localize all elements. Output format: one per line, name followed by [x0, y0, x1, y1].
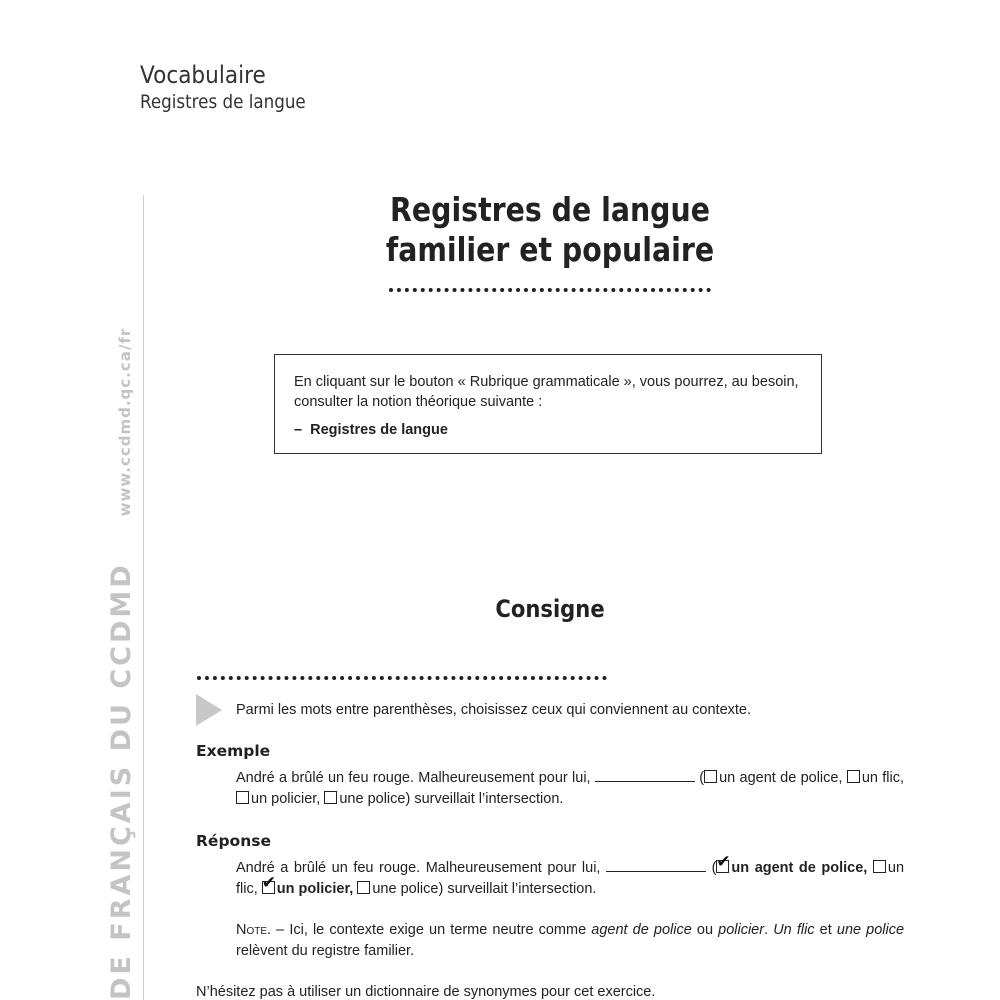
checkbox-icon [847, 770, 860, 783]
note-term: Un flic [773, 922, 815, 938]
exemple-paragraph [236, 768, 904, 810]
margin-rule [143, 195, 144, 1000]
option-label: une police) [339, 791, 411, 807]
note-term: policier [718, 922, 765, 938]
play-arrow-icon [196, 694, 222, 726]
notice-item-label: Registres de langue [310, 422, 448, 438]
title-dotted-rule [389, 288, 711, 292]
checked-checkbox-icon [261, 873, 277, 894]
notice-item [294, 422, 803, 438]
consigne-heading: Consigne [495, 595, 605, 623]
open-paren: ( [711, 860, 717, 876]
answer-blank [595, 769, 695, 782]
reponse-text-end: surveillait l’intersection. [447, 881, 597, 897]
footer-hint: N’hésitez pas à utiliser un dictionnaire de synonymes pour cet exercice. [196, 984, 656, 1000]
option-label-selected: un agent de police, [731, 860, 868, 876]
option-label-selected: un policier, [276, 881, 354, 897]
section-subtitle: Registres de langue [140, 91, 306, 113]
checkbox-icon [873, 860, 886, 873]
checkbox-icon [236, 791, 249, 804]
section-title: Vocabulaire [140, 61, 266, 89]
option-label: un policier, [251, 791, 321, 807]
exemple-label: Exemple [196, 742, 271, 760]
note-prefix: Note [236, 922, 268, 938]
notice-intro: En cliquant sur le bouton « Rubrique grammaticale », vous pourrez, au besoin, consulter la notion théorique suivante : [294, 374, 799, 410]
note-term: une police [836, 922, 905, 938]
notice-box [274, 354, 822, 454]
reponse-paragraph [236, 852, 905, 900]
consigne-dotted-rule [197, 676, 607, 680]
checkbox-icon [357, 881, 370, 894]
reponse-text: André a brûlé un feu rouge. Malheureusement pour lui, [236, 860, 601, 876]
note-paragraph [236, 920, 904, 962]
note-text: . [764, 922, 769, 938]
instruction-text: Parmi les mots entre parenthèses, choisissez ceux qui conviennent au contexte. [236, 702, 752, 718]
note-text: . – Ici, le contexte exige un terme neutre comme [267, 922, 587, 938]
note-text: et [819, 922, 832, 938]
page-header [140, 60, 328, 114]
exemple-text-end: surveillait l’intersection. [414, 791, 564, 807]
answer-blank [606, 859, 706, 872]
option-label: un flic, [236, 860, 905, 897]
title-line-2: familier et populaire [385, 230, 715, 269]
reponse-label: Réponse [196, 832, 271, 850]
notice-item-dash: – [294, 422, 303, 438]
option-label: une police) [372, 881, 444, 897]
note-term: agent de police [591, 922, 692, 938]
note-text: ou [696, 922, 714, 938]
sidebar-watermark [106, 328, 137, 1000]
check-mark-icon: ✔ [716, 852, 731, 871]
sidebar-text: DE FRANÇAIS DU CCDMD [106, 562, 137, 1000]
checkbox-icon [324, 791, 337, 804]
exemple-text: André a brûlé un feu rouge. Malheureusement pour lui, [236, 770, 591, 786]
title-line-1: Registres de langue [390, 190, 710, 229]
sidebar-url: www.ccdmd.qc.ca/fr [116, 327, 134, 517]
checked-checkbox-icon [716, 852, 731, 873]
option-label: un flic, [861, 770, 905, 786]
open-paren: ( [699, 770, 705, 786]
check-mark-icon: ✔ [261, 873, 277, 892]
option-label: un agent de police, [719, 770, 843, 786]
checkbox-icon [704, 770, 717, 783]
note-text: relèvent du registre familier. [236, 943, 415, 959]
page-title [260, 190, 840, 270]
